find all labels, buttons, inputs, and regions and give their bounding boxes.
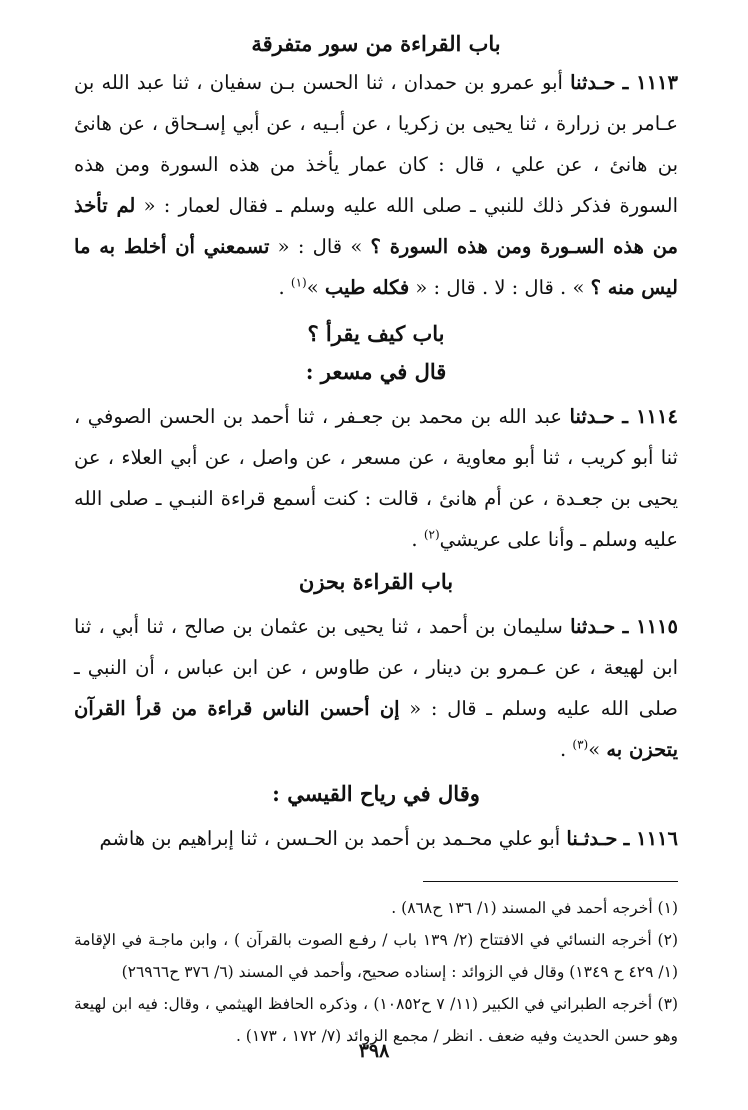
hadith-text: » — [588, 738, 607, 761]
page-number: ٣٩٨ — [358, 1040, 390, 1062]
hadith-lead: حـدثنا — [570, 615, 616, 638]
chapter-heading-how-to-read: باب كيف يقرأ ؟ — [307, 321, 445, 346]
footnote-ref: (٢) — [423, 527, 440, 542]
hadith-text: » . قال : لا . قال : « — [409, 276, 591, 299]
hadith-quote: لم تأخذ من هذه السـورة ومن هذه السورة ؟ — [74, 194, 678, 258]
hadith-quote: فكله طيب — [324, 276, 410, 299]
hadith-text: » قال : « — [269, 235, 371, 258]
hadith-text: أبو عمرو بن حمدان ، ثنا الحسن بـن سفيان ، ثنا عبد الله بن عـامر بن زرارة ، ثنا يحيى بن زكريا ، عن أبـيه ، عن أبي إسـحاق ، عن هانئ بن هانئ ، عن علي ، قال : كان عمار يأخذ من هذه السورة ومن هذه السورة فذكر ذلك للنبي ـ صلى الله عليه وسلم ـ فقال لعمار : « — [74, 71, 678, 217]
hadith-number: ١١١٣ ـ — [622, 71, 679, 94]
subheading-riyah-al-qaysi: وقال في رياح القيسي : — [272, 781, 480, 806]
hadith-lead: حـدثنا — [569, 405, 615, 428]
footnotes — [74, 892, 678, 1052]
footnote-ref: (١) — [290, 275, 307, 290]
footnote-ref: (٣) — [572, 737, 589, 752]
hadith-text: سليمان بن أحمد ، ثنا يحيى بن عثمان بن صالح ، ثنا أبي ، ثنا ابن لهيعة ، عن عـمرو بن دينار ، عن طاوس ، عن ابن عباس ، أن النبي ـ صلى الله عليه وسلم ـ قال : « — [74, 615, 678, 720]
hadith-text: عبد الله بن محمد بن جعـفر ، ثنا أحمد بن الحسن الصوفي ، ثنا أبو كريب ، ثنا أبو معاوية ، عن مسعر ، عن واصل ، عن أبي العلاء ، عن يحيى بن جعـدة ، عن أم هانئ ، قالت : كنت أسمع قراءة النبـي ـ صلى الله عليه وسلم ـ وأنا على عريشي — [74, 405, 678, 551]
hadith-lead: حـدثنا — [570, 71, 616, 94]
hadith-number: ١١١٤ ـ — [622, 405, 678, 428]
hadith-lead: حـدثـنا — [566, 827, 618, 850]
hadith-end: . — [278, 276, 291, 299]
hadith-text: أبو علي محـمد بن أحمد بن الحـسن ، ثنا إبراهيم بن هاشم — [99, 827, 567, 850]
hadith-quote: تسمعني أن أخلط به ما ليس منه ؟ — [74, 235, 678, 299]
footnote-1: (١) أخرجه أحمد في المسند (١/ ١٣٦ ح٨٦٨) . — [391, 899, 678, 917]
hadith-quote: إن أحسن الناس قراءة من قرأ القرآن يتحزن به — [74, 697, 678, 761]
footnote-divider — [423, 881, 678, 882]
hadith-1113 — [74, 62, 678, 308]
hadith-text: » — [306, 276, 325, 299]
chapter-heading-reading-various-surahs: باب القراءة من سور متفرقة — [251, 31, 501, 56]
footnote-2: (٢) أخرجه النسائي في الافتتاح (٢/ ١٣٩ باب / رفـع الصوت بالقرآن ) ، وابن ماجـة في الإقامة (١/ ٤٢٩ ح ١٣٤٩) وقال في الزوائد : إسناده صحيح، وأحمد في المسند (٦/ ٣٧٦ ح٢٦٩٦٦) — [74, 931, 678, 981]
hadith-number: ١١١٦ ـ — [623, 827, 678, 850]
hadith-1114 — [74, 396, 678, 560]
hadith-1115 — [74, 606, 678, 770]
hadith-end: . — [559, 738, 573, 761]
subheading-misar: قال في مسعر : — [305, 359, 447, 384]
footnote-3: (٣) أخرجه الطبراني في الكبير (١١/ ٧ ح١٠٨٥٢) ، وذكره الحافظ الهيثمي ، وقال: فيه ابن لهيعة وهو حسن الحديث وفيه ضعف . انظر / مجمع الزوائد (٧/ ١٧٢ ، ١٧٣) . — [74, 995, 678, 1045]
chapter-heading-reading-with-sorrow: باب القراءة بحزن — [298, 569, 454, 594]
hadith-number: ١١١٥ ـ — [622, 615, 678, 638]
hadith-end: . — [411, 528, 424, 551]
hadith-1116 — [74, 818, 678, 859]
